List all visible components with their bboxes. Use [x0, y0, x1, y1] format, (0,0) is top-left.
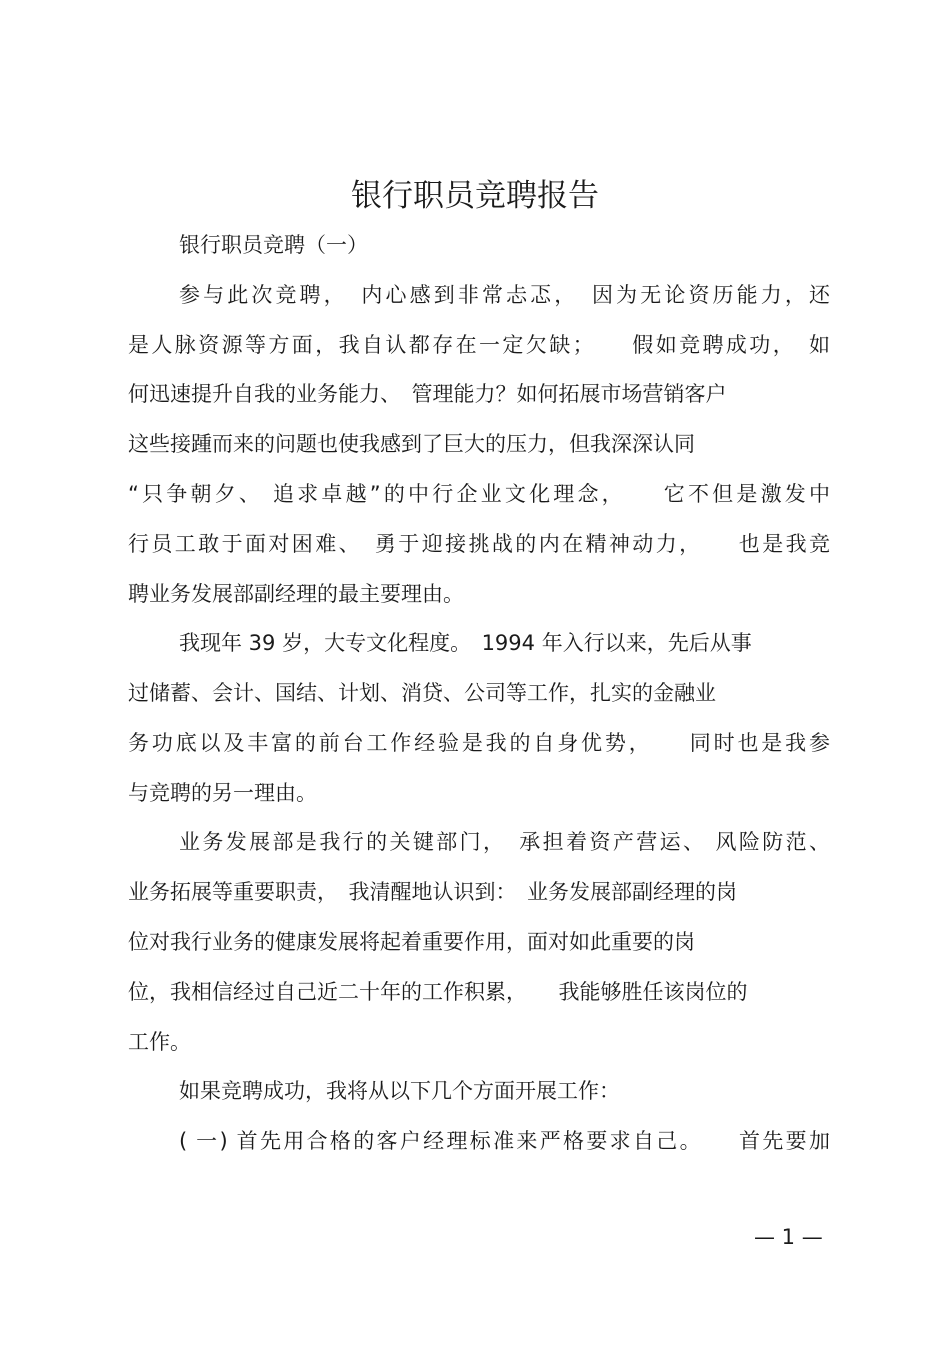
text-line: 是人脉资源等方面，我自认都存在一定欠缺； 假如竞聘成功， 如 [128, 333, 830, 357]
text-line: 位，我相信经过自己近二十年的工作积累， 我能够胜任该岗位的 [128, 980, 748, 1004]
text-line: 银行职员竞聘（一） [179, 233, 368, 257]
text-line: 这些接踵而来的问题也使我感到了巨大的压力，但我深深认同 [128, 432, 695, 456]
text-line: 何迅速提升自我的业务能力、 管理能力？如何拓展市场营销客户 [128, 382, 727, 406]
text-line: 业务发展部是我行的关键部门， 承担着资产营运、 风险防范、 [179, 830, 830, 854]
text-line: “只争朝夕、 追求卓越”的中行企业文化理念， 它不但是激发中 [128, 482, 830, 506]
text-line: ( 一) 首先用合格的客户经理标准来严格要求自己。 首先要加 [179, 1129, 830, 1153]
text-line: 过储蓄、会计、国结、计划、消贷、公司等工作，扎实的金融业 [128, 681, 716, 705]
text-line: 行员工敢于面对困难、 勇于迎接挑战的内在精神动力， 也是我竞 [128, 532, 830, 556]
text-line: 工作。 [128, 1030, 191, 1054]
text-line: 与竞聘的另一理由。 [128, 781, 317, 805]
text-line: 如果竞聘成功，我将从以下几个方面开展工作： [179, 1079, 620, 1103]
text-line: 我现年 39 岁，大专文化程度。 1994 年入行以来，先后从事 [179, 631, 752, 655]
text-line: 业务拓展等重要职责， 我清醒地认识到： 业务发展部副经理的岗 [128, 880, 737, 904]
page-number: — 1 — [754, 1225, 823, 1249]
text-line: 务功底以及丰富的前台工作经验是我的自身优势， 同时也是我参 [128, 731, 830, 755]
text-line: 聘业务发展部副经理的最主要理由。 [128, 582, 464, 606]
text-line: 参与此次竞聘， 内心感到非常忐忑， 因为无论资历能力，还 [179, 283, 830, 307]
document-title: 银行职员竞聘报告 [351, 178, 599, 214]
text-line: 位对我行业务的健康发展将起着重要作用，面对如此重要的岗 [128, 930, 695, 954]
